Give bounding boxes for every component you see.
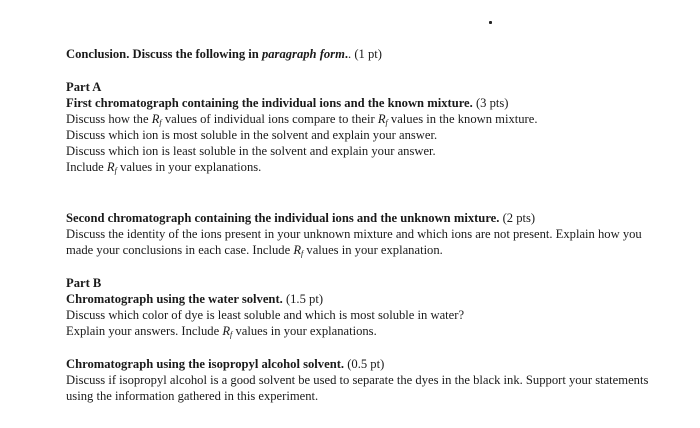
rf-symbol: $R_f$: [222, 324, 233, 339]
title-bold: Conclusion. Discuss the following in: [66, 47, 259, 61]
rf-symbol: $R_f$: [106, 160, 117, 175]
first-line-3: Discuss which ion is least soluble in the solvent and explain your answer.: [66, 144, 436, 158]
water-solvent-heading: Chromatograph using the water solvent. (1.5 pt): [66, 292, 324, 306]
title-period: .: [344, 47, 349, 61]
title-points: . (1 pt): [348, 47, 382, 61]
second-chromatograph-heading: Second chromatograph containing the individual ions and the unknown mixture. (2 pts): [66, 211, 536, 225]
isopropyl-solvent-heading: Chromatograph using the isopropyl alcohol solvent. (0.5 pt): [66, 357, 385, 371]
first-line-4: Include $R_f$ values in your explanations.: [66, 160, 262, 175]
water-line-1: Discuss which color of dye is least soluble and which is most soluble in water?: [66, 308, 465, 322]
conclusion-content: [66, 46, 656, 404]
first-line-1: Discuss how the $R_f$ values of individual ions compare to their $R_f$ values in the known mixture.: [66, 112, 538, 127]
first-line-2: Discuss which ion is most soluble in the solvent and explain your answer.: [66, 128, 438, 142]
title-emphasis: paragraph form: [261, 47, 345, 61]
part-a-heading: Part A: [66, 80, 102, 94]
water-line-2: Explain your answers. Include $R_f$ values in your explanations.: [66, 324, 377, 339]
rf-symbol: $R_f$: [377, 112, 388, 127]
second-body: Discuss the identity of the ions present in your unknown mixture and which ions are not present. Explain how you made your conclusions in each case. Include $R_f$ values in your explanation.: [66, 227, 642, 258]
rf-symbol: $R_f$: [293, 243, 304, 258]
first-chromatograph-heading: First chromatograph containing the individual ions and the known mixture. (3 pts): [66, 96, 509, 110]
stray-mark: [489, 21, 492, 24]
isopropyl-body: Discuss if isopropyl alcohol is a good solvent be used to separate the dyes in the black ink. Support your statements using the information gathered in this experiment.: [66, 373, 649, 403]
part-b-heading: Part B: [66, 276, 102, 290]
conclusion-title: [66, 46, 656, 62]
rf-symbol: $R_f$: [151, 112, 162, 127]
